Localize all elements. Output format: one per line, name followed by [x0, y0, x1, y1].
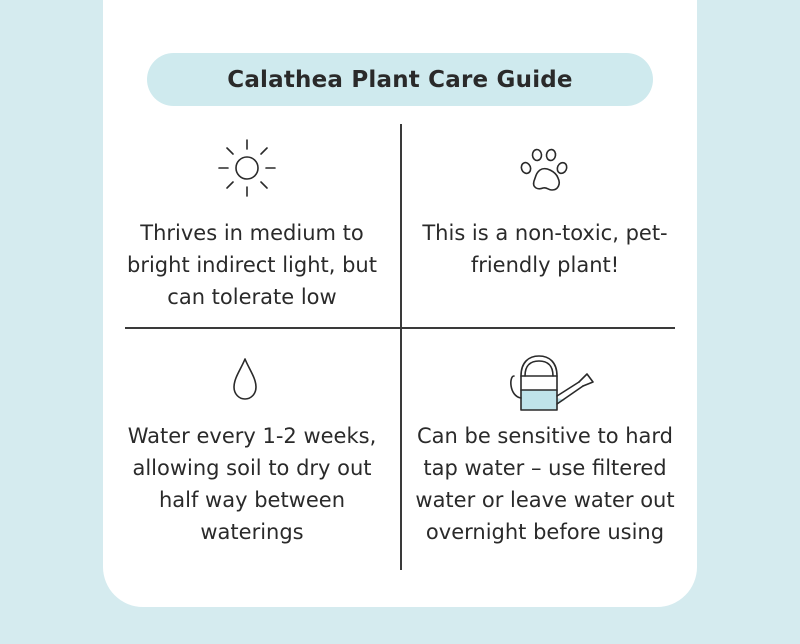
watering-can-icon: [505, 352, 605, 414]
title-banner: [147, 53, 653, 106]
watering-care-text: Water every 1-2 weeks, allowing soil to dry out half way between waterings: [127, 424, 377, 544]
light-care-text: Thrives in medium to bright indirect light, but can tolerate low: [127, 221, 377, 309]
page-title: Calathea Plant Care Guide: [227, 66, 573, 93]
paw-icon: [518, 146, 574, 196]
vertical-divider: [400, 124, 402, 570]
sun-icon: [217, 138, 277, 198]
horizontal-divider: [125, 327, 675, 329]
water-drop-icon: [230, 356, 260, 402]
pet-safety-text: This is a non-toxic, pet-friendly plant!: [422, 221, 668, 277]
water-quality-text: Can be sensitive to hard tap water – use filtered water or leave water out overnight before using: [415, 424, 675, 544]
